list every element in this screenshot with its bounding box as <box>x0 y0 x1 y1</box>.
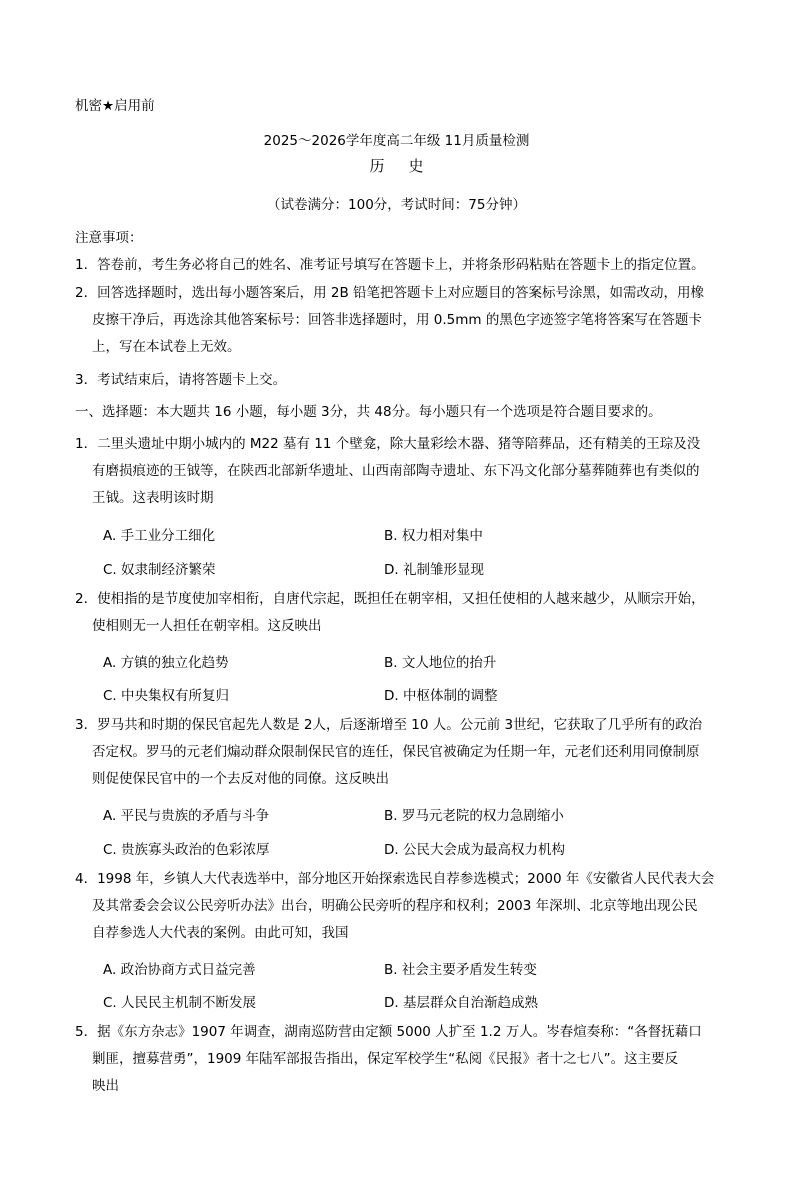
question-line: 2．使相指的是节度使加宰相衔，自唐代宗起，既担任在朝宰相，又担任使相的人越来越少，从顺宗开始， <box>75 591 705 607</box>
question-line: 王钺。这表明该时期 <box>92 490 214 506</box>
note-item-3: 3．考试结束后，请将答题卡上交。 <box>75 372 287 388</box>
option-b: B. 社会主要矛盾发生转变 <box>384 962 537 978</box>
option-c: C. 贵族寡头政治的色彩浓厚 <box>103 842 270 858</box>
question-line: 5．据《东方杂志》1907 年调查，湖南巡防营由定额 5000 人扩至 1.2 万人。岑春煊奏称：“各督抚藉口 <box>75 1024 702 1040</box>
option-b: B. 罗马元老院的权力急剧缩小 <box>384 808 564 824</box>
question-line: 有磨损痕迹的王钺等，在陕西北部新华遗址、山西南部陶寺遗址、东下冯文化部分墓葬随葬也有类似的 <box>92 463 700 479</box>
option-a: A. 方镇的独立化趋势 <box>103 655 229 671</box>
option-c: C. 人民民主机制不断发展 <box>103 995 257 1011</box>
option-a: A. 平民与贵族的矛盾与斗争 <box>103 808 270 824</box>
option-c: C. 中央集权有所复归 <box>103 688 230 704</box>
option-d: D. 中枢体制的调整 <box>384 688 498 704</box>
section-heading: 一、选择题：本大题共 16 小题，每小题 3分，共 48分。每小题只有一个选项是符合题目要求的。 <box>75 404 662 420</box>
note-item-2-line-3: 上，写在本试卷上无效。 <box>92 339 241 355</box>
question-line: 1．二里头遗址中期小城内的 M22 墓有 11 个壁龛，除大量彩绘木器、猪等陪葬品，还有精美的王琮及没 <box>75 436 701 452</box>
option-a: A. 政治协商方式日益完善 <box>103 962 256 978</box>
question-line: 使相则无一人担任在朝宰相。这反映出 <box>92 618 322 634</box>
question-line: 自荐参选人大代表的案例。由此可知，我国 <box>92 925 349 941</box>
question-line: 映出 <box>92 1078 119 1094</box>
exam-info: （试卷满分：100分，考试时间：75分钟） <box>267 197 526 213</box>
note-item-2-line-2: 皮擦干净后，再选涂其他答案标号：回答非选择题时，用 0.5mm 的黑色字迹签字笔将答案写在答题卡 <box>92 312 702 328</box>
option-c: C. 奴隶制经济繁荣 <box>103 562 216 578</box>
option-b: B. 文人地位的抬升 <box>384 655 497 671</box>
option-d: D. 基层群众自治渐趋成熟 <box>384 995 538 1011</box>
option-a: A. 手工业分工细化 <box>103 528 216 544</box>
subject-title: 历史 <box>369 157 448 175</box>
option-d: D. 公民大会成为最高权力机构 <box>384 842 565 858</box>
question-line: 及其常委会会议公民旁听办法》出台，明确公民旁听的程序和权利；2003 年深圳、北京等地出现公民 <box>92 898 698 914</box>
question-line: 否定权。罗马的元老们煽动群众限制保民官的连任，保民官被确定为任期一年，元老们还利用同僚制原 <box>92 744 700 760</box>
option-d: D. 礼制雏形显现 <box>384 562 484 578</box>
note-item-2-line-1: 2．回答选择题时，选出每小题答案后，用 2B 铅笔把答题卡上对应题目的答案标号涂黑，如需改动，用橡 <box>75 285 705 301</box>
question-line: 4．1998 年，乡镇人大代表选举中，部分地区开始探索选民自荐参选模式；2000 年《安徽省人民代表大会 <box>75 871 715 887</box>
confidential-label: 机密★启用前 <box>75 98 155 114</box>
note-item-1: 1．答卷前，考生务必将自己的姓名、准考证号填写在答题卡上，并将条形码粘贴在答题卡上的指定位置。 <box>75 257 705 273</box>
question-line: 3．罗马共和时期的保民官起先人数是 2人，后逐渐增至 10 人。公元前 3世纪，它获取了几乎所有的政治 <box>75 717 703 733</box>
question-line: 则促使保民官中的一个去反对他的同僚。这反映出 <box>92 771 389 787</box>
exam-title: 2025～2026学年度高二年级 11月质量检测 <box>263 133 530 149</box>
question-line: 剿匪，擅募营勇”，1909 年陆军部报告指出，保定军校学生“私阅《民报》者十之七八”。这主要反 <box>92 1051 679 1067</box>
option-b: B. 权力相对集中 <box>384 528 483 544</box>
notes-heading: 注意事项： <box>75 230 143 246</box>
